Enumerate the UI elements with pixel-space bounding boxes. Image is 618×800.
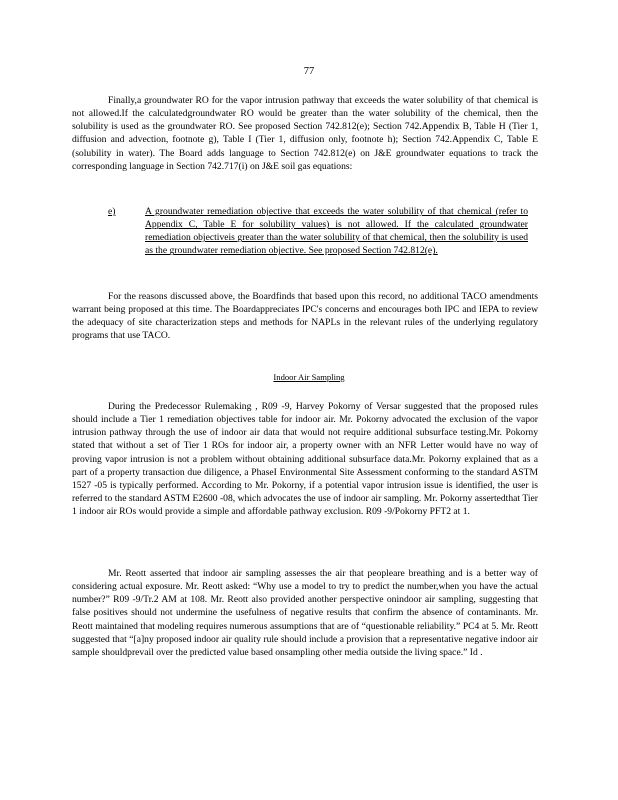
paragraph-conclusion	[72, 290, 538, 343]
quote-marker: e)	[108, 206, 116, 217]
paragraph-text: For the reasons discussed above, the Boardfinds that based upon this record, no additional TACO amendments warrant being proposed at this time. The Boardappreciates IPC's concerns and encourages both IPC and IEPA to review the adequacy of site characterization steps and methods for NAPLs in the relevant rules of the underlying regulatory programs that use TACO.	[72, 291, 538, 342]
page-number: 77	[303, 66, 315, 77]
paragraph-solubility	[72, 94, 538, 173]
paragraph-text: Finally,a groundwater RO for the vapor intrusion pathway that exceeds the water solubility of that chemical is not allowed.If the calculatedgroundwater RO would be greater than the water solubility of the chemical, then the solubility is used as the groundwater RO. See proposed Section 742.812(e); Section 742.Appendix B, Table H (Tier 1, diffusion and advection, footnote g), Table I (Tier 1, diffusion only, footnote h); Section 742.Appendix C, Table E (solubility in water). The Board adds language to Section 742.812(e) on J&E groundwater equations to track the corresponding language in Section 742.717(i) on J&E soil gas equations:	[72, 95, 538, 172]
paragraph-text: Mr. Reott asserted that indoor air sampling assesses the air that peopleare breathing and is a better way of considering actual exposure. Mr. Reott asked: “Why use a model to try to predict the number,when you have the actual number?” R09 -9/Tr.2 AM at 108. Mr. Reott also provided another perspective onindoor air sampling, suggesting that false positives should not undermine the usefulness of negative results that confirm the absence of contaminants. Mr. Reott maintained that modeling requires numerous assumptions that are of “questionable reliability.” PC4 at 5. Mr. Reott suggested that “[a]ny proposed indoor air quality rule should include a provision that a representative negative indoor air sample shouldprevail over the predicted value based onsampling other media outside the living space.” Id .	[72, 568, 538, 658]
paragraph-text: During the Predecessor Rulemaking , R09 -9, Harvey Pokorny of Versar suggested that the proposed rules should include a Tier 1 remediation objectives table for indoor air. Mr. Pokorny advocated the exclusion of the vapor intrusion pathway through the use of indoor air data that would not require additional subsurface testing.Mr. Pokorny stated that without a set of Tier 1 ROs for indoor air, a property owner with an NFR Letter would have no way of proving vapor intrusion is not a problem without obtaining additional subsurface data.Mr. Pokorny explained that as a part of a property transaction due diligence, a PhaseI Environmental Site Assessment conforming to the standard ASTM 1527 -05 is typically performed. According to Mr. Pokorny, if a potential vapor intrusion issue is identified, the user is referred to the standard ASTM E2600 -08, which advocates the use of indoor air sampling. Mr. Pokorny assertedthat Tier 1 indoor air ROs would provide a simple and affordable pathway exclusion. R09 -9/Pokorny PFT2 at 1.	[72, 401, 538, 518]
quote-body: A groundwater remediation objective that exceeds the water solubility of that chemical (refer to Appendix C, Table E for solubility values) is not allowed. If the calculated groundwater remediation objectiveis greater than the water solubility of that chemical, then the solubility is used as the groundwater remediation objective. See proposed Section 742.812(e).	[145, 206, 528, 257]
paragraph-reott	[72, 567, 538, 659]
quoted-rule-text	[108, 205, 528, 258]
section-heading: Indoor Air Sampling	[273, 372, 345, 382]
paragraph-pokorny	[72, 400, 538, 518]
